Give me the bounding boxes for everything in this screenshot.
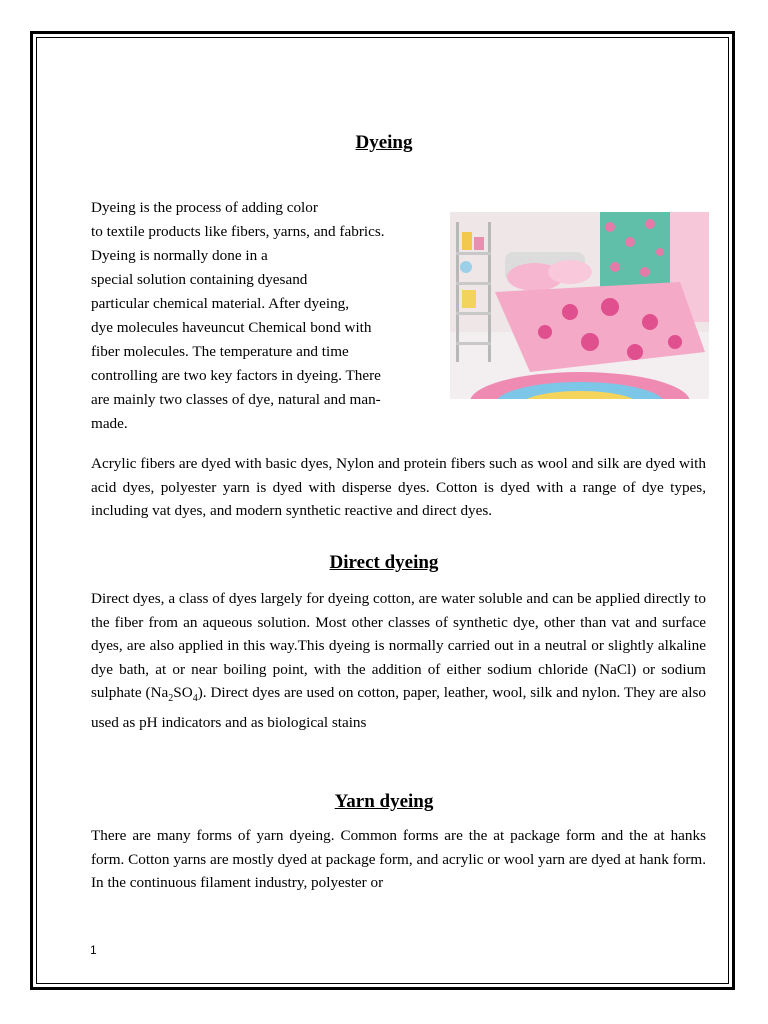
intro-line: special solution containing dyesand [91,271,308,288]
intro-line: fiber molecules. The temperature and time [91,343,349,360]
intro-paragraph [91,196,441,436]
page-number: 1 [90,943,97,957]
formula-subscript-4: 4 [192,693,198,705]
intro-line: dye molecules haveuncut Chemical bond with [91,319,372,336]
formula-so: SO [173,684,193,701]
yarn-dyeing-paragraph: There are many forms of yarn dyeing. Common forms are the at package form and the at hanks form. Cotton yarns are mostly dyed at package form, and acrylic or wool yarn are dyed at hank form. In the continuous filament industry, polyester or [91,827,706,891]
bedroom-photo [450,212,709,399]
intro-line: to textile products like fibers, yarns, and fabrics. [91,223,385,240]
direct-dyeing-text-part1: Direct dyes, a class of dyes largely for dyeing cotton, are water soluble and can be applied directly to the fiber from an aqueous solution. Most other classes of synthetic dye, other than vat and surface dyes, are also applied in this way.This dyeing is normally carried out in a neutral or slightly alkaline dye bath, at or near boiling point, with the addition of either sodium chloride (NaCl) or sodium sulphate (Na [91,590,706,701]
intro-line: Dyeing is the process of adding color [91,199,318,216]
direct-dyeing-text-part2: ). Direct dyes are used on cotton, paper, leather, wool, silk and nylon. They are also used as pH indicators and as biological stains [91,684,706,731]
formula-subscript-2: 2 [168,693,174,705]
intro-line: made. [91,415,128,432]
direct-dyeing-paragraph [91,587,706,734]
intro-line: controlling are two key factors in dyeing. There [91,367,381,384]
page-title: Dyeing [355,132,413,153]
yarn-dyeing-heading: Yarn dyeing [334,791,434,812]
direct-dyeing-heading: Direct dyeing [329,552,439,573]
intro-line: particular chemical material. After dyeing, [91,295,350,312]
acrylic-paragraph: Acrylic fibers are dyed with basic dyes, Nylon and protein fibers such as wool and silk are dyed with acid dyes, polyester yarn is dyed with disperse dyes. Cotton is dyed with a range of dye types, including vat dyes, and modern synthetic reactive and direct dyes. [91,455,706,519]
intro-line: Dyeing is normally done in a [91,247,268,264]
intro-line: are mainly two classes of dye, natural and man- [91,391,381,408]
